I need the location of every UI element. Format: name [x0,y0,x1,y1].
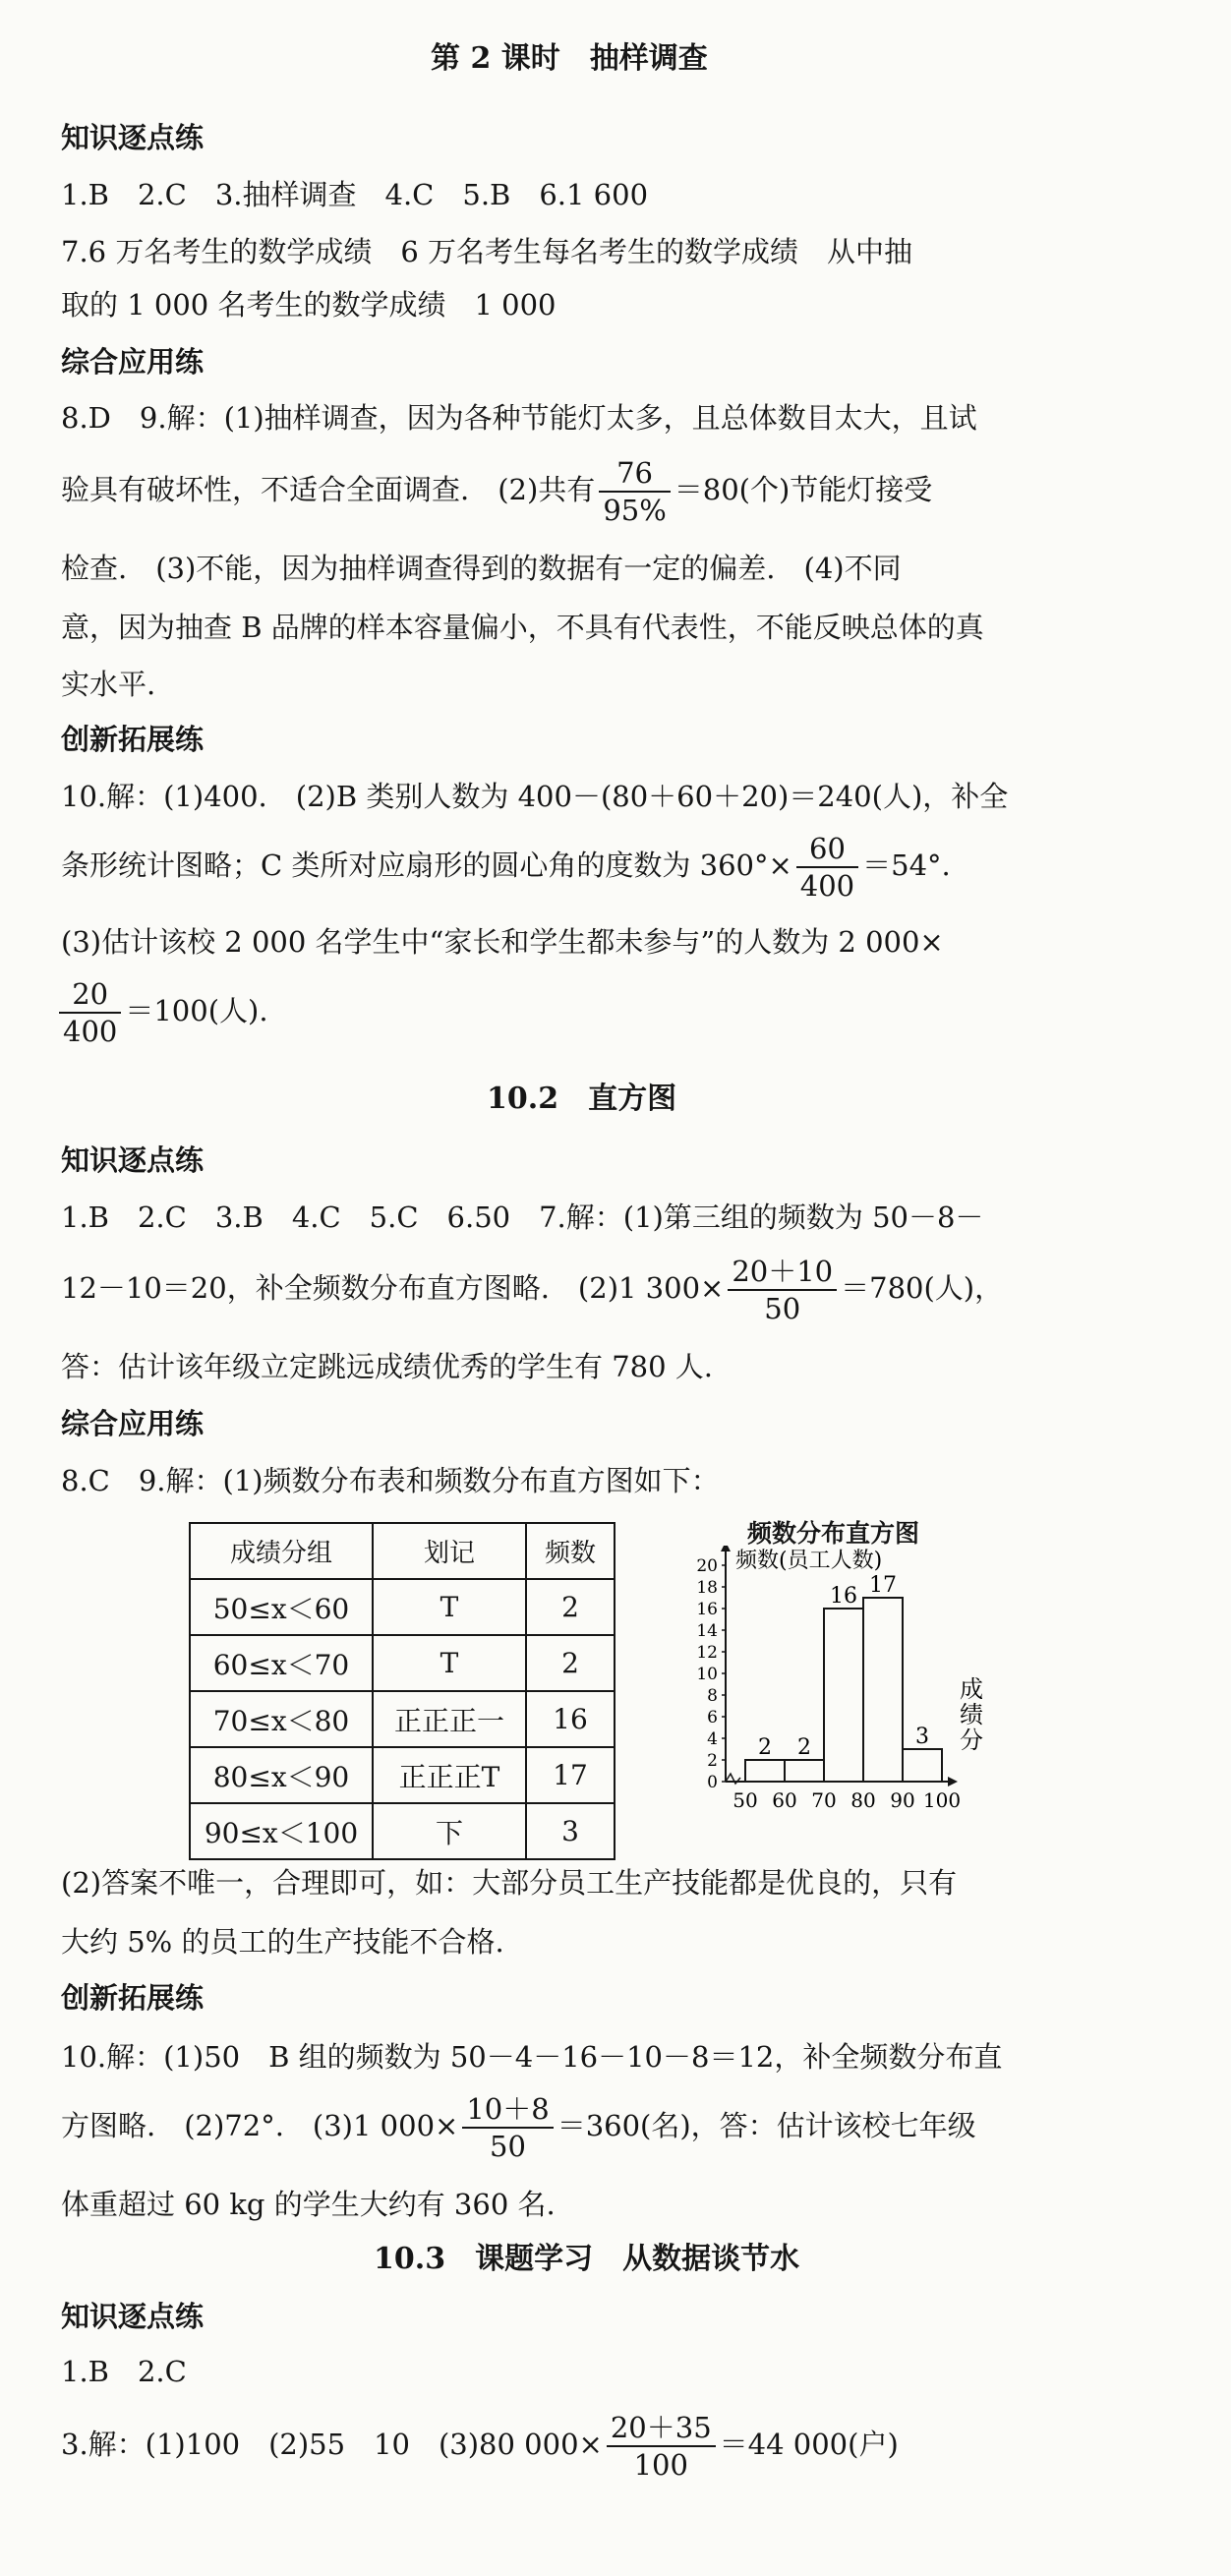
answer-line: (2)答案不唯一，合理即可，如：大部分员工生产技能都是优良的，只有 [61,1866,958,1900]
x-axis-label-char: 分 [960,1727,983,1754]
fraction: $\frac{76}{95\%}$ [599,455,670,528]
table-row [190,1691,615,1747]
y-axis-label: 频数(员工人数) [735,1549,883,1573]
y-tick-label: 12 [696,1643,718,1663]
cell-group: 70≤x＜80 [190,1691,373,1747]
answer-line: (3)估计该校 2 000 名学生中“家长和学生都未参与”的人数为 2 000× [61,925,944,959]
table-row [190,1747,615,1803]
cell-frequency: 16 [526,1691,615,1747]
section-title: 10.3 课题学习 从数据谈节水 [374,2242,800,2276]
lesson-title: 第 2 课时 抽样调查 [431,41,708,76]
answer-line: 8.C 9.解：(1)频数分布表和频数分布直方图如下： [61,1464,720,1497]
x-tick-label: 60 [772,1788,797,1812]
x-tick-label: 100 [922,1788,962,1812]
answer-line: 体重超过 60 kg 的学生大约有 360 名. [61,2188,556,2221]
section-heading-application: 综合应用练 [61,345,205,379]
bar-value-label: 3 [915,1725,929,1749]
cell-tally: T [373,1579,526,1635]
section-heading-knowledge: 知识逐点练 [61,1143,205,1177]
bar-value-label: 16 [830,1584,857,1609]
histogram-bar [824,1609,863,1782]
table-row [190,1579,615,1635]
histogram-bar [785,1760,824,1782]
frequency-table [189,1522,616,1860]
y-tick-label: 18 [696,1578,718,1598]
fraction: $\frac{60}{400}$ [796,831,858,904]
section-heading-application: 综合应用练 [61,1407,205,1440]
answer-line: $\frac{20}{400}$ ＝100(人). [55,973,268,1049]
answer-line: 3.解：(1)100 (2)55 10 (3)80 000× $\frac{20+35}{100}$ ＝44 000(户) [61,2411,899,2482]
x-axis-arrow [948,1777,958,1786]
answer-line: 7.6 万名考生的数学成绩 6 万名考生每名考生的数学成绩 从中抽 [61,235,913,268]
cell-frequency: 17 [526,1747,615,1803]
cell-frequency: 2 [526,1635,615,1691]
section-heading-knowledge: 知识逐点练 [61,2300,205,2333]
fraction: $\frac{20+35}{100}$ [607,2410,716,2483]
answer-line: 10.解：(1)50 B 组的频数为 50－4－16－10－8＝12，补全频数分布直 [61,2040,1003,2074]
histogram-chart [678,1546,1013,1841]
x-tick-label: 50 [733,1788,758,1812]
cell-frequency: 3 [526,1803,615,1859]
table-row [190,1635,615,1691]
column-header: 成绩分组 [190,1523,373,1579]
answer-line: 1.B 2.C 3.抽样调查 4.C 5.B 6.1 600 [61,178,649,211]
cell-frequency: 2 [526,1579,615,1635]
bar-value-label: 2 [797,1735,811,1760]
answer-line: 1.B 2.C [61,2355,187,2388]
histogram-bar [903,1749,942,1782]
cell-group: 90≤x＜100 [190,1803,373,1859]
fraction: $\frac{20+10}{50}$ [728,1254,837,1326]
bar-value-label: 17 [869,1573,897,1598]
y-tick-label: 16 [696,1600,718,1619]
y-tick-label: 10 [696,1665,718,1684]
section-heading-knowledge: 知识逐点练 [61,121,205,154]
answer-line: 方图略. (2)72°. (3)1 000× $\frac{10+8}{50}$ ＝360(名)，答：估计该校七年级 [61,2092,976,2163]
y-tick-label: 4 [707,1729,718,1749]
section-title: 10.2 直方图 [487,1082,677,1116]
section-heading-extension: 创新拓展练 [61,723,205,756]
cell-tally: T [373,1635,526,1691]
x-tick-label: 70 [811,1788,837,1812]
cell-tally: 下 [373,1803,526,1859]
histogram-bar [863,1598,903,1782]
answer-line: 12－10＝20，补全频数分布直方图略. (2)1 300× $\frac{20+10}{50}$ ＝780(人)， [61,1255,1004,1325]
section-heading-extension: 创新拓展练 [61,1981,205,2015]
answer-line: 条形统计图略；C 类所对应扇形的圆心角的度数为 360°× $\frac{60}{400}$ ＝54°. [61,832,951,903]
y-tick-label: 8 [707,1686,718,1706]
y-tick-label: 6 [707,1708,718,1727]
column-header: 频数 [526,1523,615,1579]
column-header: 划记 [373,1523,526,1579]
answer-line: 实水平. [61,668,156,701]
answer-line: 验具有破坏性，不适合全面调查. (2)共有 $\frac{76}{95\%}$ ＝80(个)节能灯接受 [61,456,933,527]
x-tick-label: 90 [890,1788,915,1812]
y-axis-arrow [721,1546,731,1551]
answer-line: 检查. (3)不能，因为抽样调查得到的数据有一定的偏差. (4)不同 [61,552,902,585]
answer-line: 取的 1 000 名考生的数学成绩 1 000 [61,288,557,322]
table-header-row [190,1523,615,1579]
y-tick-label: 2 [707,1751,718,1771]
cell-group: 50≤x＜60 [190,1579,373,1635]
fraction: $\frac{10+8}{50}$ [462,2091,553,2164]
chart-title: 频数分布直方图 [747,1519,920,1548]
answer-line: 意，因为抽查 B 品牌的样本容量偏小，不具有代表性，不能反映总体的真 [61,611,984,644]
x-axis-label-char: 成 [960,1675,983,1703]
cell-tally: 正正正T [373,1747,526,1803]
answer-line: 10.解：(1)400. (2)B 类别人数为 400－(80＋60＋20)＝240(人)，补全 [61,780,1009,813]
bar-value-label: 2 [758,1735,772,1760]
histogram-bar [745,1760,785,1782]
cell-group: 60≤x＜70 [190,1635,373,1691]
answer-line: 1.B 2.C 3.B 4.C 5.C 6.50 7.解：(1)第三组的频数为 50－8－ [61,1200,984,1234]
fraction: $\frac{20}{400}$ [59,976,121,1049]
y-tick-label: 14 [696,1621,718,1641]
y-tick-label: 0 [707,1773,718,1792]
answer-line: 8.D 9.解：(1)抽样调查，因为各种节能灯太多，且总体数目太大，且试 [61,401,977,435]
answer-line: 答：估计该年级立定跳远成绩优秀的学生有 780 人. [61,1350,714,1383]
table-row [190,1803,615,1859]
y-tick-label: 20 [696,1556,718,1576]
x-axis-label-char: 绩 [960,1701,983,1728]
cell-tally: 正正正一 [373,1691,526,1747]
cell-group: 80≤x＜90 [190,1747,373,1803]
answer-line: 大约 5% 的员工的生产技能不合格. [61,1925,504,1959]
x-tick-label: 80 [850,1788,876,1812]
